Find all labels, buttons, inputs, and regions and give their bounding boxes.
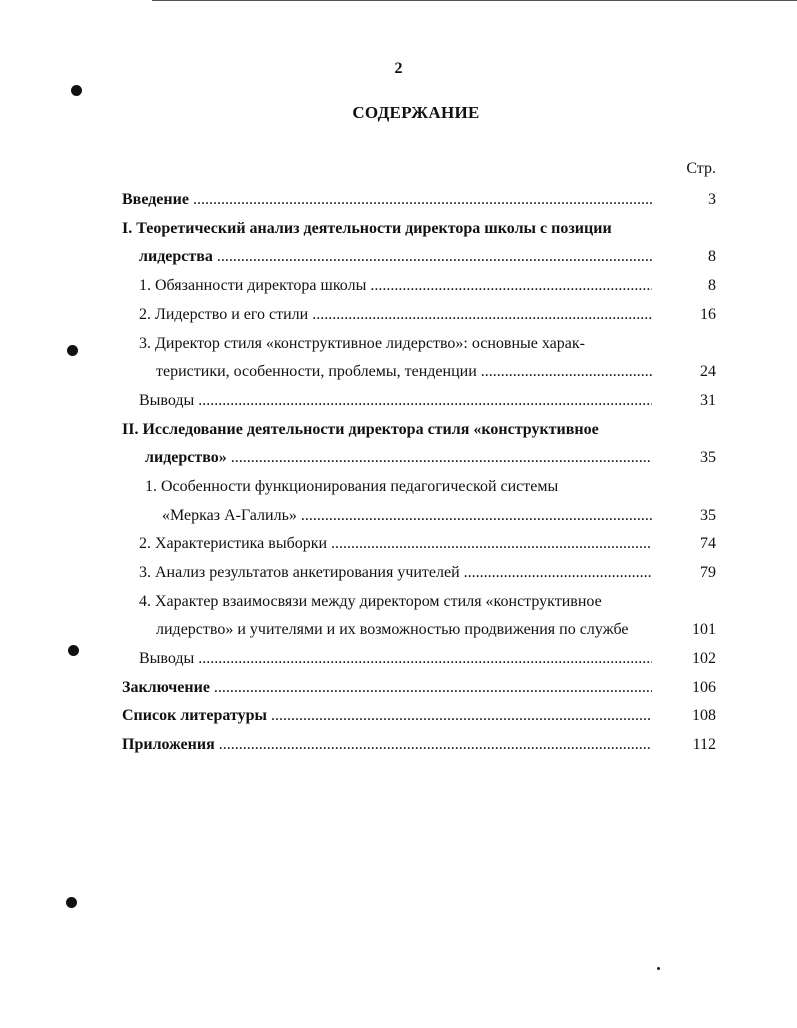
toc-entry-page: 35 xyxy=(700,507,716,524)
toc-entry-title: II. Исследование деятельности директора стиля «конструктивное xyxy=(122,421,599,438)
toc-entry-title: 1. Обязанности директора школы ..... xyxy=(139,272,652,300)
toc-entry-appendices[interactable] xyxy=(0,731,797,759)
binder-hole-mark xyxy=(68,645,79,656)
toc-entry-2-4[interactable] xyxy=(0,588,797,616)
toc-entry-page: 3 xyxy=(708,191,716,208)
toc-entry-page: 108 xyxy=(692,707,716,724)
document-title: СОДЕРЖАНИЕ xyxy=(352,103,480,122)
toc-entry-1-2[interactable] xyxy=(0,301,797,329)
toc-entry-chapter-2-conclusions[interactable] xyxy=(0,645,797,673)
binder-hole-mark xyxy=(67,345,78,356)
toc-entry-title: лидерство» и учителями и их возможностью продвижения по службе xyxy=(156,621,629,638)
toc-entry-page: 101 xyxy=(692,621,716,638)
toc-entry-title: Выводы ..... xyxy=(139,387,652,415)
toc-entry-title: 4. Характер взаимосвязи между директором стиля «конструктивное xyxy=(139,593,602,610)
page-number: 2 xyxy=(394,60,403,77)
binder-hole-mark xyxy=(71,85,82,96)
toc-entry-page: 112 xyxy=(692,736,716,753)
toc-entry-chapter-1-title-cont[interactable] xyxy=(0,243,797,271)
page-column-header: Стр. xyxy=(686,160,716,177)
toc-entry-chapter-2-title-cont[interactable] xyxy=(0,444,797,472)
toc-entry-2-4-cont[interactable] xyxy=(0,616,797,644)
toc-entry-title: I. Теоретический анализ деятельности директора школы с позиции xyxy=(122,220,612,237)
toc-entry-chapter-2-title[interactable] xyxy=(0,416,797,444)
toc-entry-chapter-1-title[interactable] xyxy=(0,215,797,243)
toc-entry-page: 35 xyxy=(700,449,716,466)
toc-entry-introduction[interactable] xyxy=(0,186,797,214)
toc-entry-conclusion[interactable] xyxy=(0,674,797,702)
toc-entry-title: 3. Директор стиля «конструктивное лидерство»: основные харак- xyxy=(139,335,585,352)
toc-entry-title: Заключение ..... xyxy=(122,674,652,702)
toc-entry-title: 2. Лидерство и его стили ..... xyxy=(139,301,652,329)
toc-entry-title: 3. Анализ результатов анкетирования учителей ..... xyxy=(139,559,652,587)
toc-entry-page: 8 xyxy=(708,277,716,294)
toc-entry-title: Выводы ..... xyxy=(139,645,652,673)
toc-entry-title: Список литературы ..... xyxy=(122,702,652,730)
toc-entry-2-1[interactable] xyxy=(0,473,797,501)
toc-entry-1-3-cont[interactable] xyxy=(0,358,797,386)
toc-entry-1-3[interactable] xyxy=(0,330,797,358)
toc-entry-page: 74 xyxy=(700,535,716,552)
toc-entry-2-3[interactable] xyxy=(0,559,797,587)
toc-entry-page: 102 xyxy=(692,650,716,667)
toc-entry-page: 106 xyxy=(692,679,716,696)
scan-speck xyxy=(657,967,660,970)
toc-entry-title: теристики, особенности, проблемы, тенденции ..... xyxy=(156,358,652,386)
toc-entry-references[interactable] xyxy=(0,702,797,730)
toc-entry-page: 79 xyxy=(700,564,716,581)
toc-entry-2-1-cont[interactable] xyxy=(0,502,797,530)
toc-entry-page: 24 xyxy=(700,363,716,380)
toc-entry-title: Приложения ..... xyxy=(122,731,652,759)
toc-entry-page: 16 xyxy=(700,306,716,323)
toc-entry-title: лидерство» ..... xyxy=(145,444,652,472)
toc-entry-page: 8 xyxy=(708,248,716,265)
toc-entry-title: «Мерказ А-Галиль» ..... xyxy=(162,502,652,530)
toc-entry-title: 1. Особенности функционирования педагогической системы xyxy=(145,478,559,495)
toc-entry-chapter-1-conclusions[interactable] xyxy=(0,387,797,415)
toc-entry-title: Введение ..... xyxy=(122,186,652,214)
binder-hole-mark xyxy=(66,897,77,908)
toc-entry-2-2[interactable] xyxy=(0,530,797,558)
toc-entry-title: лидерства ..... xyxy=(139,243,652,271)
toc-entry-1-1[interactable] xyxy=(0,272,797,300)
toc-entry-page: 31 xyxy=(700,392,716,409)
toc-entry-title: 2. Характеристика выборки ..... xyxy=(139,530,652,558)
top-edge-rule xyxy=(152,0,797,1)
